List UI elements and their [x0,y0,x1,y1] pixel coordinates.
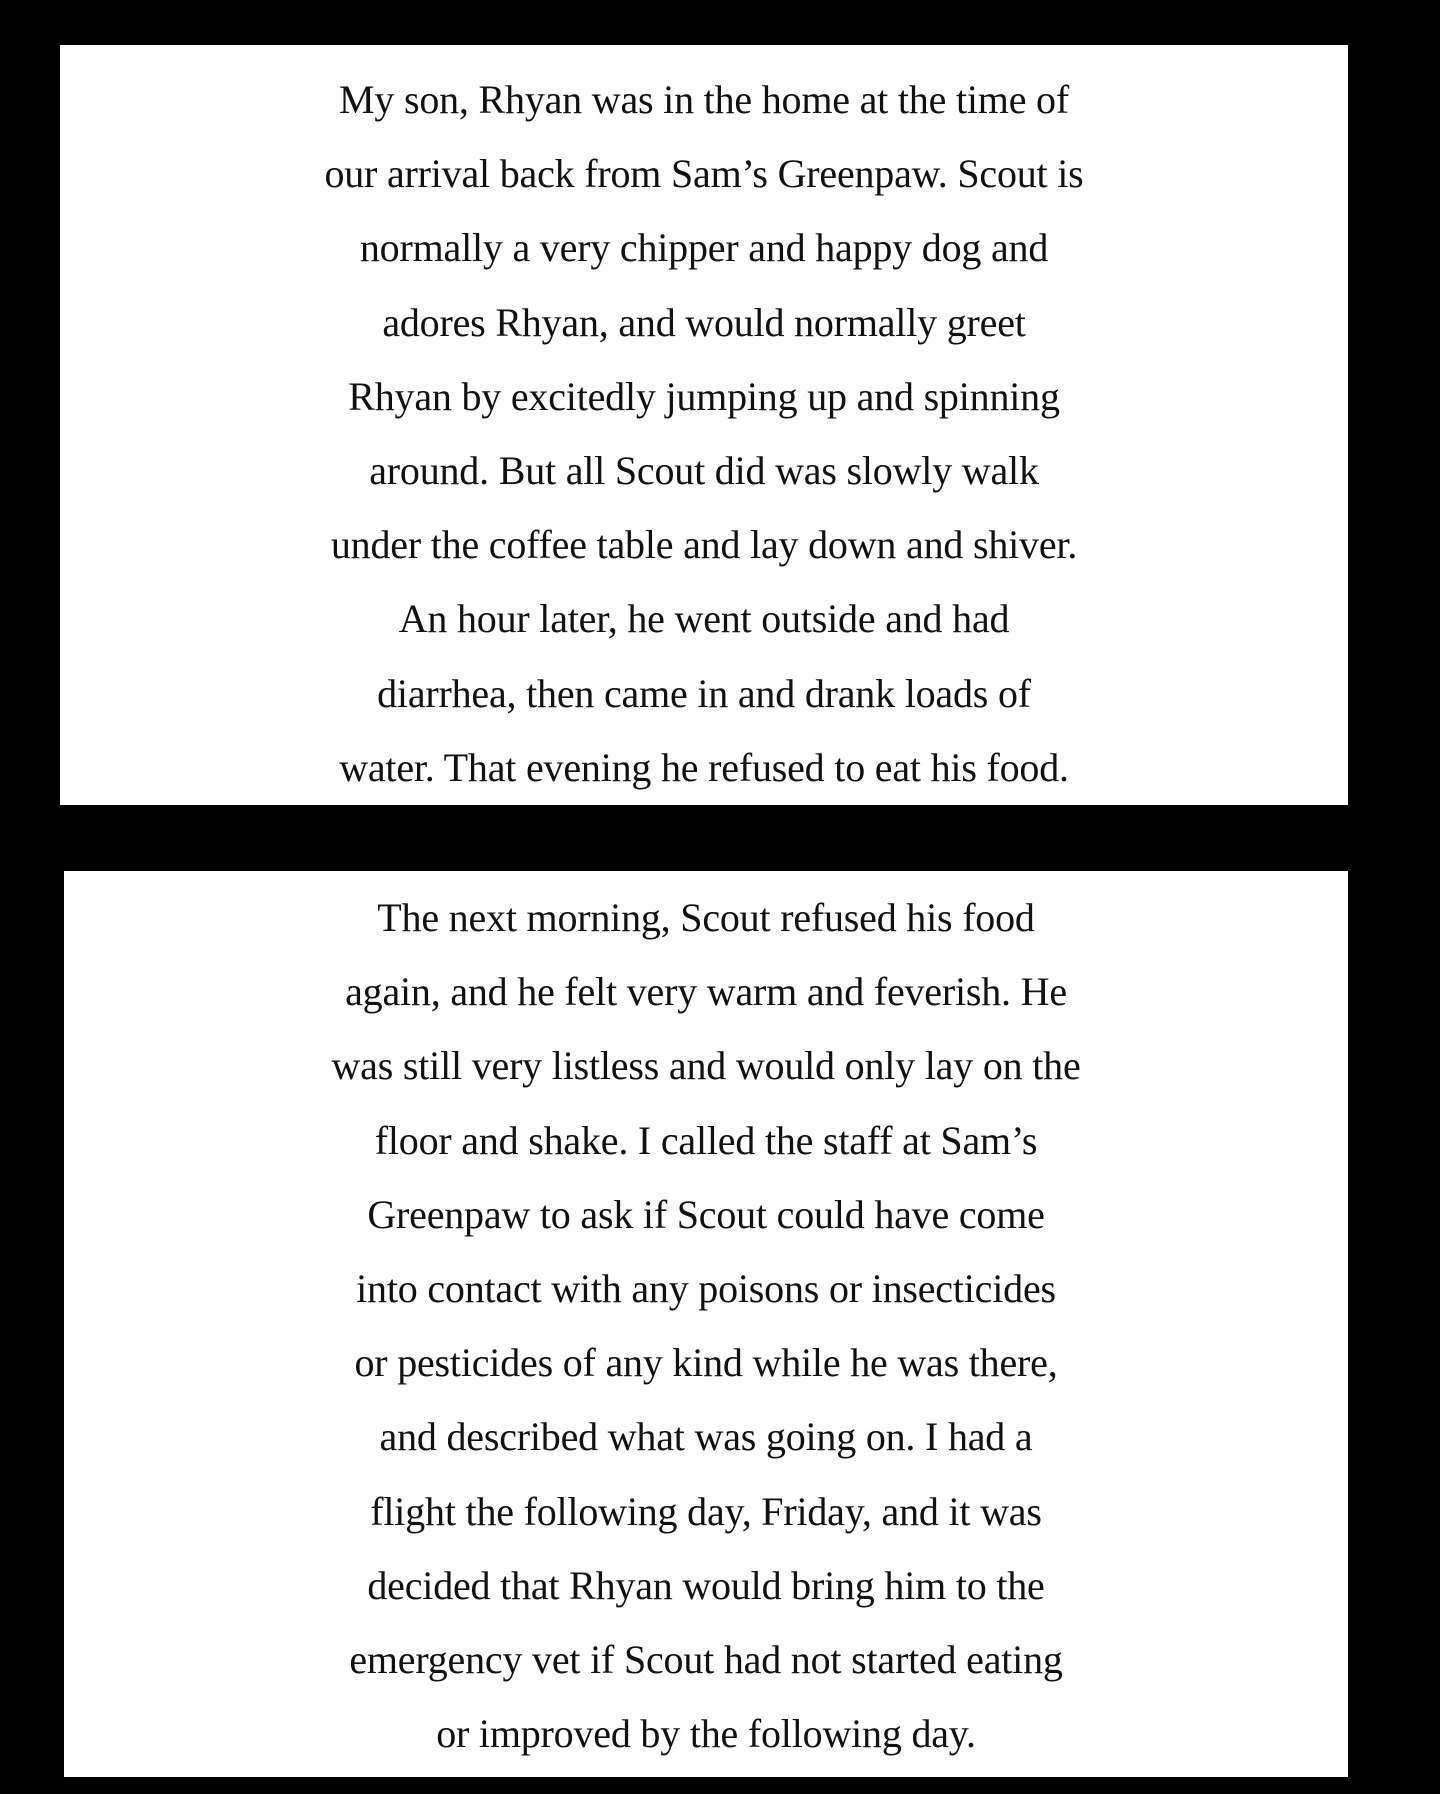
text-line: Greenpaw to ask if Scout could have come [367,1191,1045,1237]
text-line: My son, Rhyan was in the home at the time of [339,77,1069,122]
text-line: The next morning, Scout refused his food [377,895,1035,940]
text-line: diarrhea, then came in and drank loads of [377,670,1031,716]
text-line: floor and shake. I called the staff at Sam’s [374,1117,1038,1163]
text-line: or improved by the following day. [436,1711,976,1757]
text-line: into contact with any poisons or insecticides [356,1266,1056,1312]
text-line: water. That evening he refused to eat his food. [339,744,1069,790]
text-line: and described what was going on. I had a [379,1414,1033,1460]
text-line: emergency vet if Scout had not started eating [349,1637,1063,1683]
text-line: An hour later, he went outside and had [398,596,1010,642]
text-line: Rhyan by excitedly jumping up and spinning [348,373,1060,419]
text-panel-top [60,45,1348,805]
text-panel-bottom [64,871,1348,1777]
text-line: adores Rhyan, and would normally greet [382,299,1026,345]
text-line: under the coffee table and lay down and shiver. [330,522,1078,568]
text-line: normally a very chipper and happy dog and [359,225,1049,271]
text-line: was still very listless and would only lay on the [331,1043,1081,1089]
text-line: or pesticides of any kind while he was there, [354,1340,1058,1386]
text-line: again, and he felt very warm and feverish. He [345,969,1067,1015]
text-line: our arrival back from Sam’s Greenpaw. Scout is [324,151,1084,197]
text-line: flight the following day, Friday, and it was [370,1488,1042,1534]
text-line: decided that Rhyan would bring him to the [367,1562,1045,1608]
text-line: around. But all Scout did was slowly walk [369,448,1039,494]
